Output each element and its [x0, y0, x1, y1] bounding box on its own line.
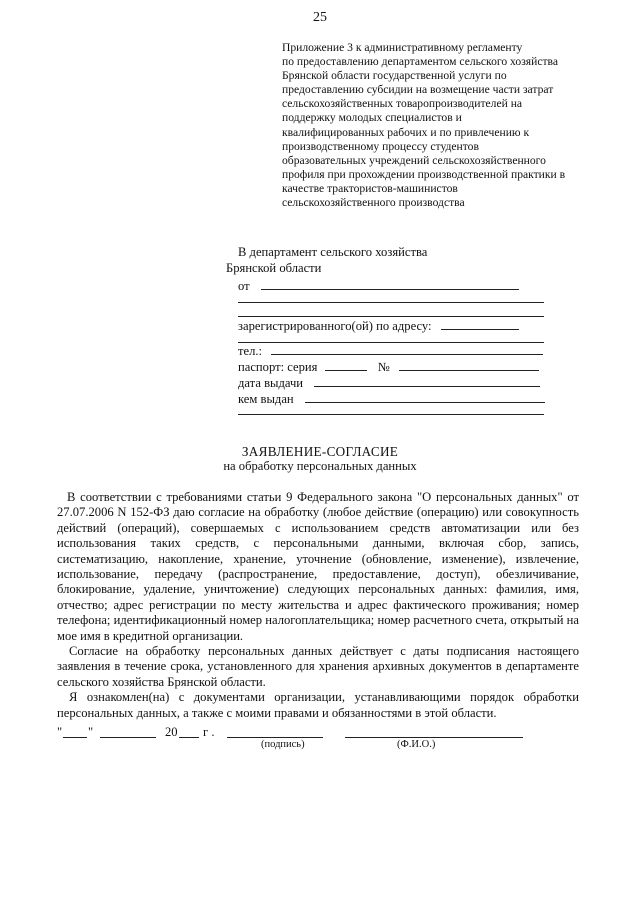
paragraph-consent: В соответствии с требованиями статьи 9 Федерального закона "О персональных данных" от 27.07.2006 N 152-ФЗ даю согласие на обработку (любое действие (операцию) или совокупность действий (операций), совершаемых с использованием средств автоматизации или без использования таких средств, с персональными данными, включая сбор, запись, систематизацию, накопление, хранение, уточнение (обновление, изменение), извлечение, использование, передачу (распространение, предоставление, доступ), обезличивание, блокирование, удаление, уничтожение) следующих персональных данных: фамилия, имя, отчество; адрес регистрации по месту жительства и адрес фактического проживания; номер телефона; идентификационный номер налогоплательщика; номер расчетного счета, открытый на мое имя в кредитной организации.: [57, 490, 579, 643]
registered-label: зарегистрированного(ой) по адресу:: [238, 319, 432, 333]
issue-date-row: [238, 374, 540, 390]
passport-series-label: паспорт: серия: [238, 360, 318, 374]
from-row: [238, 277, 519, 293]
phone-label: тел.:: [238, 344, 263, 358]
full-name-caption: (Ф.И.О.): [397, 739, 436, 750]
phone-row: [238, 342, 543, 358]
appendix-line: профиля при прохождении производственной практики в: [282, 167, 566, 181]
full-name-field[interactable]: [345, 725, 523, 738]
issue-date-field[interactable]: [314, 374, 540, 387]
paragraph-acknowledgement: Я ознакомлен(на) с документами организации, устанавливающими порядок обработки персональных данных, а также с моими правами и обязанностями в этой области.: [57, 690, 579, 720]
document-body: [57, 490, 579, 721]
day-field[interactable]: [63, 725, 87, 738]
from-field-line-2[interactable]: [238, 302, 544, 303]
document-subtitle: на обработку персональных данных: [223, 459, 417, 473]
appendix-line: поддержку молодых специалистов и: [282, 111, 462, 125]
appendix-line: качестве трактористов-машинистов: [282, 181, 458, 195]
year-prefix: 20: [165, 725, 178, 739]
appendix-line: сельскохозяйственных товаропроизводителей на: [282, 97, 523, 111]
signature-row: [57, 725, 587, 755]
passport-series-field[interactable]: [325, 358, 367, 371]
date-close-quote: ": [88, 725, 94, 739]
month-field[interactable]: [100, 725, 156, 738]
issued-by-row: [238, 390, 545, 406]
recipient-line-1: В департамент сельского хозяйства: [238, 245, 428, 259]
year-suffix: г .: [203, 725, 215, 739]
appendix-line: сельскохозяйственного производства: [282, 196, 465, 210]
issued-by-line-2[interactable]: [238, 414, 544, 415]
registered-row: [238, 317, 519, 333]
appendix-line: по предоставлению департаментом сельского хозяйства: [282, 55, 559, 69]
issued-by-label: кем выдан: [238, 392, 294, 406]
page-number: 25: [313, 10, 327, 25]
appendix-line: квалифицированных рабочих и по привлечению к: [282, 125, 530, 139]
appendix-line: производственному процессу студентов: [282, 139, 479, 153]
appendix-line: Брянской области государственной услуги по: [282, 69, 507, 83]
appendix-line: предоставлению субсидии на возмещение части затрат: [282, 83, 554, 97]
appendix-line: Приложение 3 к административному регламенту: [282, 41, 523, 54]
phone-field[interactable]: [271, 342, 543, 355]
date-open-quote: ": [57, 725, 63, 739]
appendix-note: [282, 41, 582, 210]
signature-caption: (подпись): [261, 739, 305, 750]
appendix-line: образовательных учреждений сельскохозяйственного: [282, 153, 546, 167]
issued-by-field[interactable]: [305, 390, 545, 403]
document-title: ЗАЯВЛЕНИЕ-СОГЛАСИЕ: [241, 444, 399, 459]
from-label: от: [238, 279, 250, 293]
passport-row: [238, 358, 539, 374]
recipient-line-2: Брянской области: [226, 261, 322, 275]
registered-address-field[interactable]: [441, 317, 519, 330]
issue-date-label: дата выдачи: [238, 376, 304, 390]
year-field[interactable]: [179, 725, 199, 738]
passport-number-label: №: [377, 360, 390, 374]
from-field[interactable]: [261, 277, 519, 290]
passport-number-field[interactable]: [399, 358, 539, 371]
paragraph-validity: Согласие на обработку персональных данных действует с даты подписания настоящего заявления в течение срока, установленного для хранения архивных документов в департаменте сельского хозяйства Брянской области.: [57, 644, 579, 689]
signature-field[interactable]: [227, 725, 323, 738]
